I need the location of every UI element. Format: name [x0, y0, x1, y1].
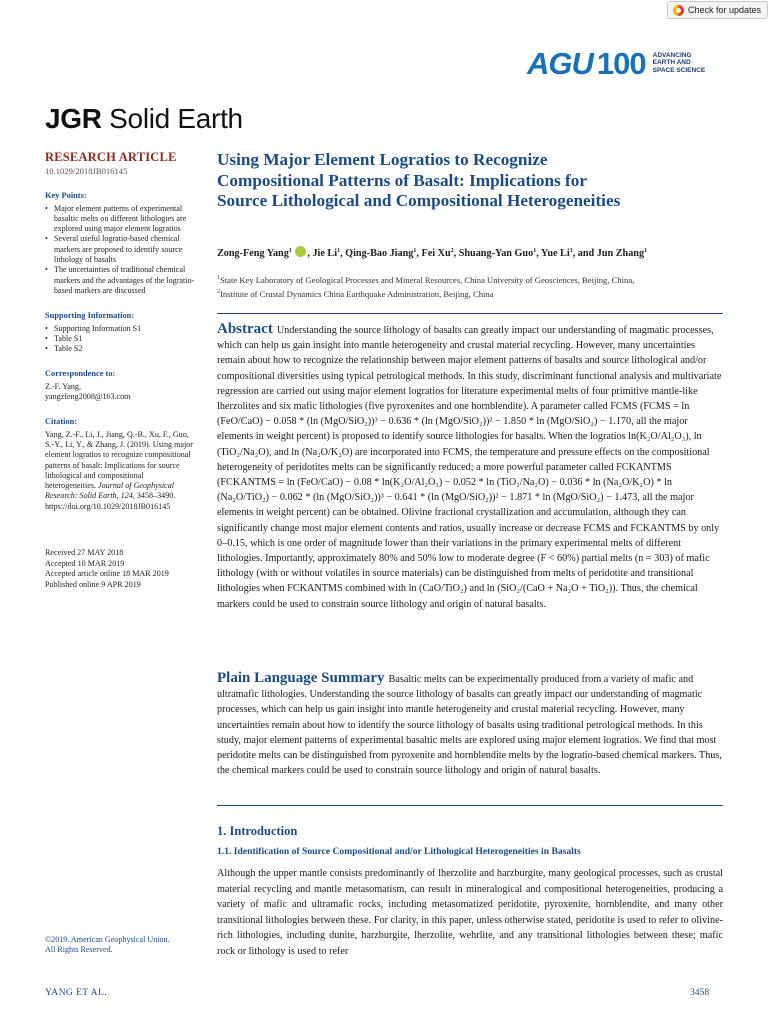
affiliation: $^1$State Key Laboratory of Geological Processes and Mineral Resources, China University of Geosciences, Beijing, China, [217, 275, 635, 285]
key-point: • Several useful logratio-based chemical markers are proposed to identify source lithology of basalts [45, 234, 195, 265]
key-points-list [45, 204, 195, 297]
correspondence-name: Z.-F. Yang, [45, 381, 82, 391]
supporting-info-list [45, 324, 195, 355]
abstract-section [217, 322, 723, 612]
correspondence-heading: Correspondence to: [45, 369, 116, 379]
author-name: Zong-Feng Yang [217, 248, 289, 259]
author-name: Yue Li [540, 248, 570, 259]
author-name: Jun Zhang [596, 248, 645, 259]
affiliations [217, 272, 732, 300]
supporting-info-item[interactable]: • Supporting Information S1 [45, 324, 195, 334]
citation-pages: 3458–3490. [134, 491, 176, 501]
copyright-notice: ©2019. American Geophysical Union. All Rights Reserved. [45, 935, 170, 955]
abstract-text: Understanding the source lithology of basalts can greatly impact our understanding of magmatic processes, which can help us gain insight into mantle heterogeneity and crustal material recycling. However, many uncertainties remain about how to recognize the relationship between major element patterns of basalts and source lithological and/or compositional diversities using typical petrological methods. In this study, discriminant functional analysis and multivariate regression are carried out using major element logratios for literature experimental melts of four primitive mantle-like lherzolites and six mafic lithologies (five pyroxenites and one hornblendite). A parameter called FCMS (FCMS = ln (FeO/CaO) − 0.058 * (ln (MgO/SiO₂))³ − 0.636 * (ln (MgO/SiO₂))² − 1.850 * ln (MgO/SiO₂) − 1.170, all the major elements in weight percent) is proposed to identify source lithologies for basalts. When the logratios ln(K₂O/Al₂O₃), ln (TiO₂/Na₂O), and ln (Na₂O/K₂O) are incorporated into FCMS, the temperature and pressure effects on the compositional heterogeneity of peridotites melts can be significantly reduced; a more powerful parameter called FCKANTMS (FCKANTMS = ln (FeO/CaO) − 0.08 * ln(K₂O/Al₂O₃) − 0.052 * ln (TiO₂/Na₂O) − 0.036 * ln (Na₂O/K₂O) * ln (Na₂O/TiO₂) − 0.062 * (ln (MgO/SiO₂))³ − 0.641 * (ln (MgO/SiO₂))² − 1.871 * ln (MgO/SiO₂) − 1.473, all the major elements in weight percent) can be obtained. Olivine fractional crystallization and accumulation, although they can significantly change most major element contents and ratios, usually increase or decrease FCMS and FCKANTMS by only 0–0.15, which is one order of magnitude lower than their variations in the primary experimental melts of different lithologies. Importantly, approximately 80% and 50% low to moderate degree (F < 60%) partial melts (n = 303) of mafic lithology (with or without volatiles in source materials) can be distinguished from melts of peridotite and transitional lithologies when FCKANTMS combined with ln (CaO/TiO₂) and ln (SiO₂/(CaO + Na₂O + TiO₂)). Thus, the chemical markers could be used to constrain source lithology and origin of natural basalts. [217, 325, 722, 610]
article-doi[interactable]: 10.1029/2018JB016145 [45, 166, 128, 176]
journal-name: JGR Solid Earth [45, 103, 243, 134]
supporting-info-item[interactable]: • Table S2 [45, 344, 195, 354]
article-title: Using Major Element Logratios to Recognize Compositional Patterns of Basalt: Implications for Source Lithological and Compositional Heterogeneities [217, 150, 621, 211]
article-sidebar [45, 150, 195, 590]
citation-url[interactable]: https://doi.org/10.1029/2018JB016145 [45, 501, 171, 511]
key-points-heading: Key Points: [45, 191, 87, 201]
agu-logo [527, 46, 705, 80]
article-type: RESEARCH ARTICLE [45, 150, 177, 164]
date-accepted: Accepted 10 MAR 2019 [45, 558, 125, 568]
divider [217, 313, 723, 314]
agu-logo-tagline: ADVANCING EARTH AND SPACE SCIENCE [652, 51, 706, 74]
correspondence-email[interactable]: yangzfeng2008@163.com [45, 392, 131, 402]
supporting-info-heading: Supporting Information: [45, 311, 135, 321]
date-received: Received 27 MAY 2018 [45, 548, 124, 558]
subsection-heading: 1.1. Identification of Source Compositional and/or Lithological Heterogeneities in Basalts [217, 846, 581, 857]
article-dates [45, 548, 195, 590]
intro-paragraph: Although the upper mantle consists predominantly of lherzolite and harzburgite, many geological processes, such as crustal material recycling and mantle metasomatism, can result in mineralogical and compositional heterogeneities, producing a variety of mafic and ultramafic rocks, including metasomatized peridotite, pyroxenite, hornblendite, and many other transitional lithologies between these. For clarity, in this paper, unless otherwise stated, peridotite is used to refer to olivine-rich lithologies, including dunite, harzburgite, lherzolite, wehrlite, and any transitional lithologies between these; mafic rock or lithology is used to refer [217, 868, 723, 957]
crossmark-icon [673, 5, 684, 16]
citation-journal: Journal of Geophysical Research: Solid Earth, 124, [45, 481, 175, 501]
date-accepted-online: Accepted article online 18 MAR 2019 [45, 569, 169, 579]
agu-logo-number: 100 [596, 45, 646, 81]
key-point: • Major element patterns of experimental basaltic melts on different lithologies are explored using major element logratios [45, 204, 195, 235]
orcid-icon[interactable] [295, 246, 306, 257]
section-heading: 1. Introduction [217, 824, 298, 838]
citation-block [45, 430, 195, 512]
author-name: Fei Xu [421, 248, 451, 259]
plain-language-summary [217, 671, 723, 778]
supporting-info-item[interactable]: • Table S1 [45, 334, 195, 344]
date-published: Published online 9 APR 2019 [45, 579, 141, 589]
key-point: • The uncertainties of traditional chemical markers and the advantages of the logratio-based markers are discussed [45, 265, 195, 296]
pls-text: Basaltic melts can be experimentally produced from a variety of mafic and ultramafic lithologies. Understanding the source lithology of basalts can greatly impact our understanding of magmatic processes, which can help us gain insight into mantle heterogeneity and crustal material recycling. However, many uncertainties remain about how to identify the source lithology of basalts using traditional petrological methods. In this study, major element patterns of experimental basaltic melts are explored using major element logratios. We find that most peridotite melts can be distinguished from pyroxenite and hornblendite melts by the logratio-based chemical markers. Thus, the chemical markers could be used to constrain source lithology and origin of natural basalts. [217, 674, 722, 777]
page-number: 3458 [690, 987, 710, 998]
pls-label: Plain Language Summary [217, 670, 385, 686]
author-list: Zong-Feng Yang$^1$ , Jie Li$^1$, Qing-Bao Jiang$^1$, Fei Xu$^2$, Shuang-Yan Guo$^1$, Yue Li$^1$, and Jun Zhang$^1$ [217, 248, 648, 259]
author-name: Jie Li [312, 248, 338, 259]
citation-heading: Citation: [45, 417, 78, 427]
divider [217, 805, 723, 806]
check-for-updates-label: Check for updates [688, 5, 762, 15]
check-for-updates-badge[interactable] [667, 1, 768, 19]
agu-logo-word: AGU [527, 45, 593, 81]
abstract-label: Abstract [217, 321, 273, 337]
citation-text: Yang, Z.-F., Li, J., Jiang, Q.-B., Xu, F., Guo, S.-Y., Li, Y., & Zhang, J. (2019). Using major element logratios to recognize compositional patterns of basalt: Implications for source lithological and compositional heterogeneities. [45, 429, 194, 491]
running-footer-authors: YANG ET AL. [45, 987, 108, 998]
affiliation: $^2$Institute of Crustal Dynamics China Earthquake Administration, Beijing, China [217, 289, 494, 299]
author-name: Qing-Bao Jiang [345, 248, 414, 259]
author-name: Shuang-Yan Guo [458, 248, 534, 259]
